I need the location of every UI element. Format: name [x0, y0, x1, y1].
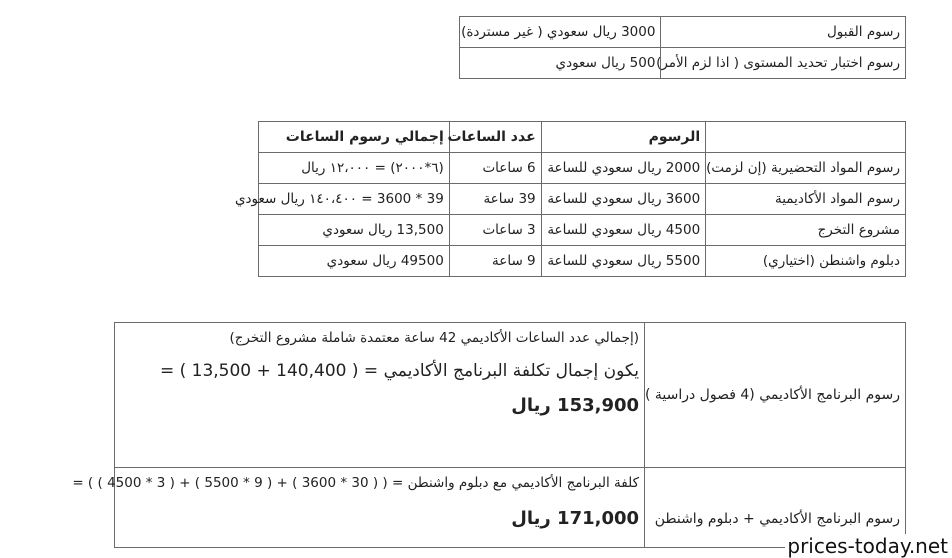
fee-label-placement-test: رسوم اختبار تحديد المستوى ( اذا لزم الأمر) [661, 48, 906, 79]
academic-cost-total: 153,900 ريال [511, 395, 640, 416]
table-cell: 4500 ريال سعودي للساعة [541, 215, 706, 246]
diploma-program-label: رسوم البرنامج الأكاديمي + دبلوم واشنطن [645, 468, 906, 548]
table-cell: دبلوم واشنطن (اختياري) [706, 246, 906, 277]
fee-value-admission: 3000 ريال سعودي ( غير مستردة) [460, 17, 661, 48]
column-header-fees: الرسوم [541, 122, 706, 153]
academic-hours-note: (إجمالي عدد الساعات الأكاديمي 42 ساعة معتمدة شاملة مشروع التخرج) [229, 330, 640, 346]
table-cell: 49500 ريال سعودي [259, 246, 450, 277]
table-cell: 5500 ريال سعودي للساعة [541, 246, 706, 277]
table-row [460, 48, 906, 79]
table-cell: (٦*٢٠٠٠) = ١٢،٠٠٠ ريال [259, 153, 450, 184]
table-cell: 2000 ريال سعودي للساعة [541, 153, 706, 184]
table-row [115, 323, 906, 468]
table-cell: 3 ساعات [449, 215, 541, 246]
column-header-item [706, 122, 906, 153]
table-cell: 6 ساعات [449, 153, 541, 184]
table-cell: 39 * 3600 = ١٤٠،٤٠٠ ريال سعودي [259, 184, 450, 215]
hourly-fees-table [234, 121, 906, 277]
fee-label-admission: رسوم القبول [661, 17, 906, 48]
column-header-total: إجمالي رسوم الساعات [259, 122, 450, 153]
diploma-cost-formula: كلفة البرنامج الأكاديمي مع دبلوم واشنطن = ( ( 30 * 3600 ) + ( 9 * 5500 ) + ( 3 * 4500 ) ) = [72, 475, 640, 491]
table-cell: 9 ساعة [449, 246, 541, 277]
academic-program-label: رسوم البرنامج الأكاديمي (4 فصول دراسية ) [645, 323, 906, 468]
table-row [259, 246, 906, 277]
table-cell: رسوم المواد التحضيرية (إن لزمت) [706, 153, 906, 184]
table-row [259, 184, 906, 215]
table-header-row [259, 122, 906, 153]
table-cell: مشروع التخرج [706, 215, 906, 246]
academic-program-details [115, 323, 645, 468]
fee-value-placement-test: 500 ريال سعودي [460, 48, 661, 79]
academic-cost-formula: يكون إجمال تكلفة البرنامج الأكاديمي = ( 140,400 + 13,500 ) = [159, 361, 640, 381]
diploma-cost-total: 171,000 ريال [511, 508, 640, 529]
site-watermark: prices-today.net [787, 534, 948, 558]
table-cell: 3600 ريال سعودي للساعة [541, 184, 706, 215]
column-header-hours: عدد الساعات [449, 122, 541, 153]
table-row [460, 17, 906, 48]
table-row [259, 215, 906, 246]
table-cell: رسوم المواد الأكاديمية [706, 184, 906, 215]
table-cell: 13,500 ريال سعودي [259, 215, 450, 246]
table-row [259, 153, 906, 184]
basic-fees-table [459, 16, 906, 79]
table-cell: 39 ساعة [449, 184, 541, 215]
program-totals-table [72, 322, 906, 548]
diploma-program-details [72, 468, 645, 548]
